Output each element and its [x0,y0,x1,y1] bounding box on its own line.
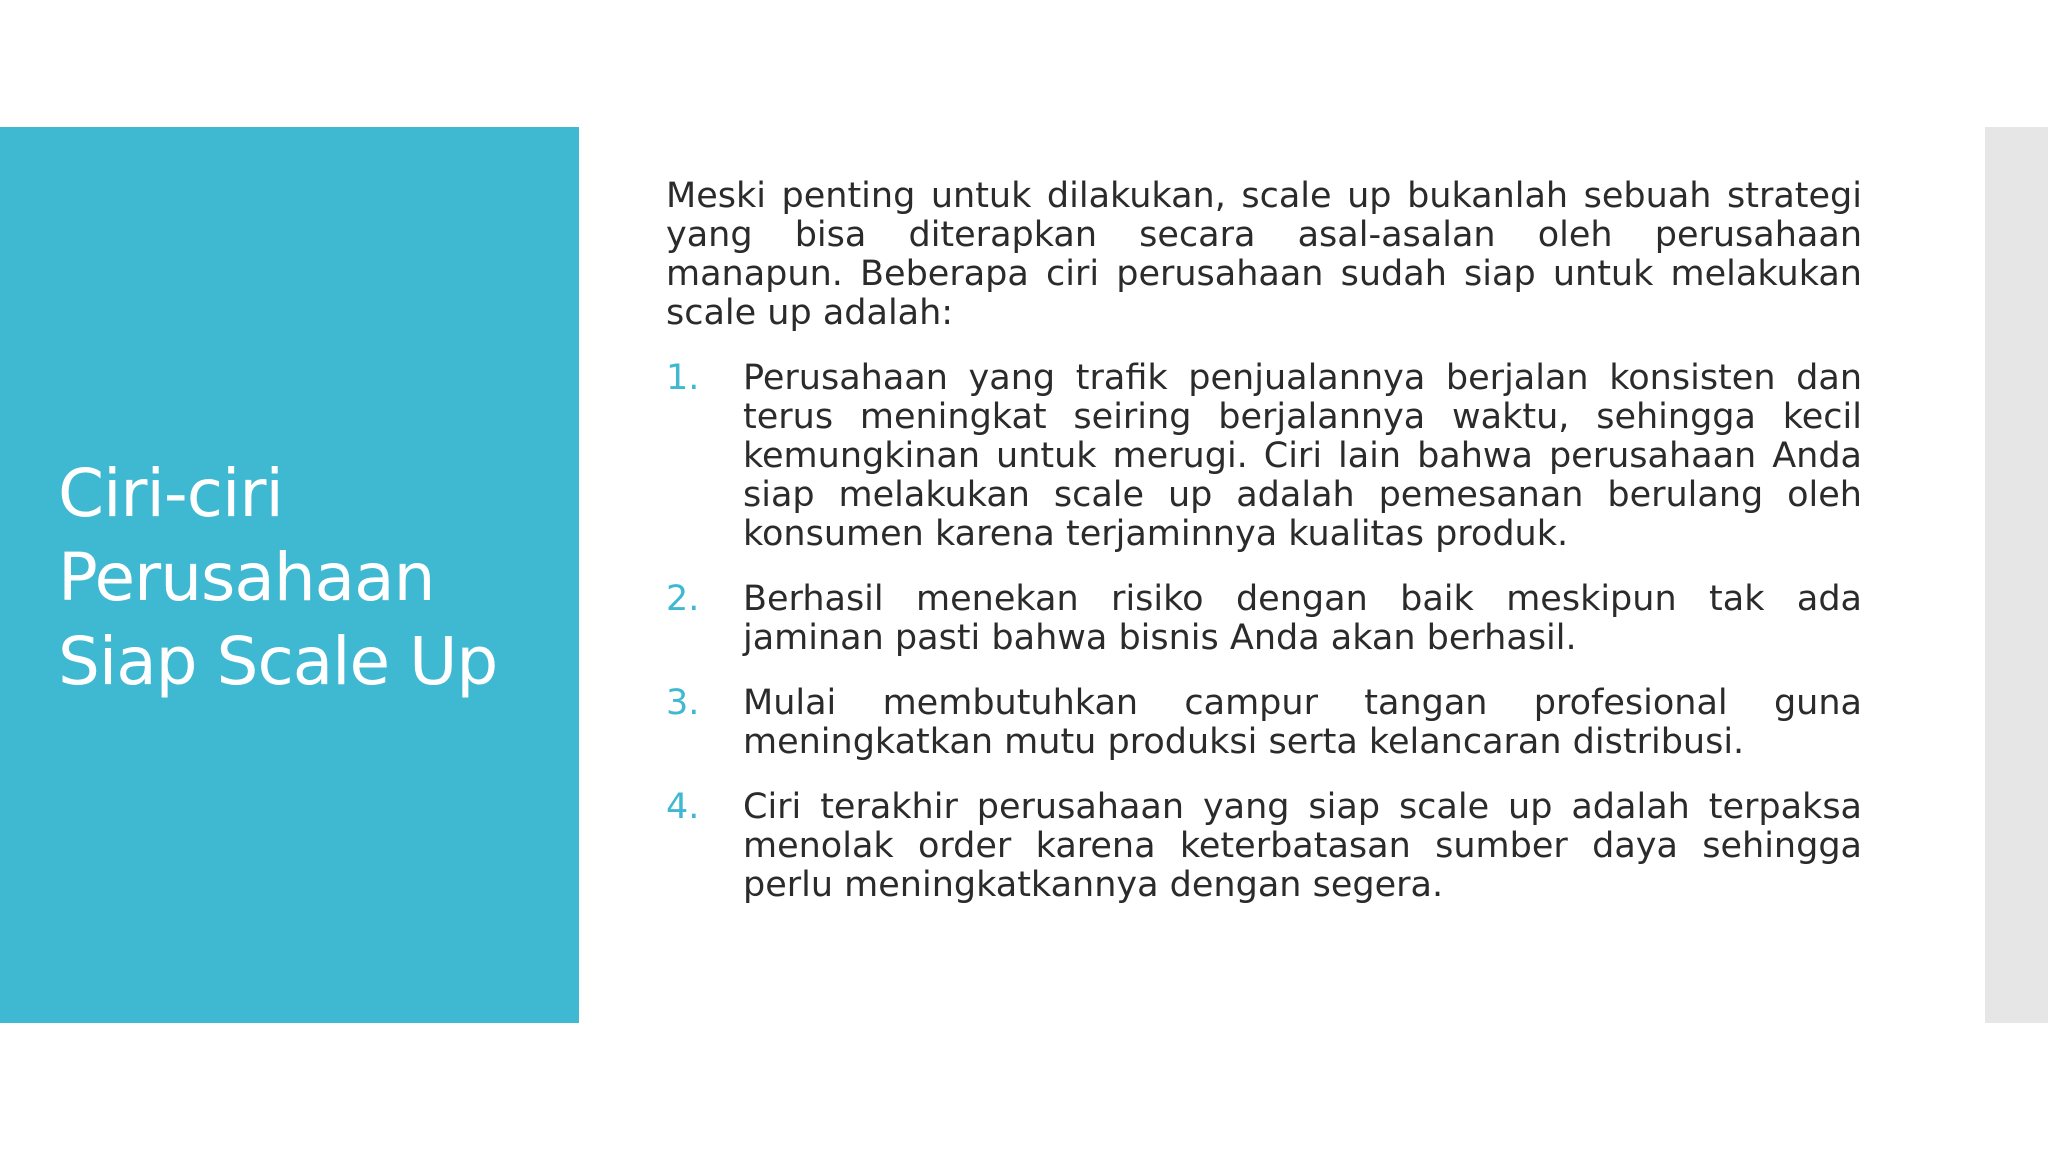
list-item-1 [666,359,1862,554]
numbered-list [666,359,1862,905]
list-item-3 [666,684,1862,762]
slide-title-line-1: Ciri-ciri [58,455,283,532]
slide-title-line-2: Perusahaan [58,539,435,616]
slide-body [666,177,1862,931]
list-number: 4. [666,787,700,827]
list-item-2 [666,580,1862,658]
list-item-text: Berhasil menekan risiko dengan baik meskipun tak ada jaminan pasti bahwa bisnis Anda akan berhasil. [743,579,1862,658]
list-item-4 [666,788,1862,905]
list-item-text: Ciri terakhir perusahaan yang siap scale up adalah terpaksa menolak order karena keterbatasan sumber daya sehingga perlu meningkatkannya dengan segera. [743,787,1862,905]
slide-title [58,452,558,704]
list-item-text: Perusahaan yang trafik penjualannya berjalan konsisten dan terus meningkat seiring berjalannya waktu, sehingga kecil kemungkinan untuk merugi. Ciri lain bahwa perusahaan Anda siap melakukan scale up adalah pemesanan berulang oleh konsumen karena terjaminnya kualitas produk. [743,358,1862,554]
side-strip [1985,127,2048,1023]
list-item-text: Mulai membutuhkan campur tangan profesional guna meningkatkan mutu produksi serta kelancaran distribusi. [743,683,1862,762]
list-number: 1. [666,358,700,398]
slide-title-line-3: Siap Scale Up [58,623,498,700]
list-number: 3. [666,683,700,723]
intro-paragraph: Meski penting untuk dilakukan, scale up bukanlah sebuah strategi yang bisa diterapkan secara asal-asalan oleh perusahaan manapun. Beberapa ciri perusahaan sudah siap untuk melakukan scale up adalah: [666,176,1862,333]
list-number: 2. [666,579,700,619]
